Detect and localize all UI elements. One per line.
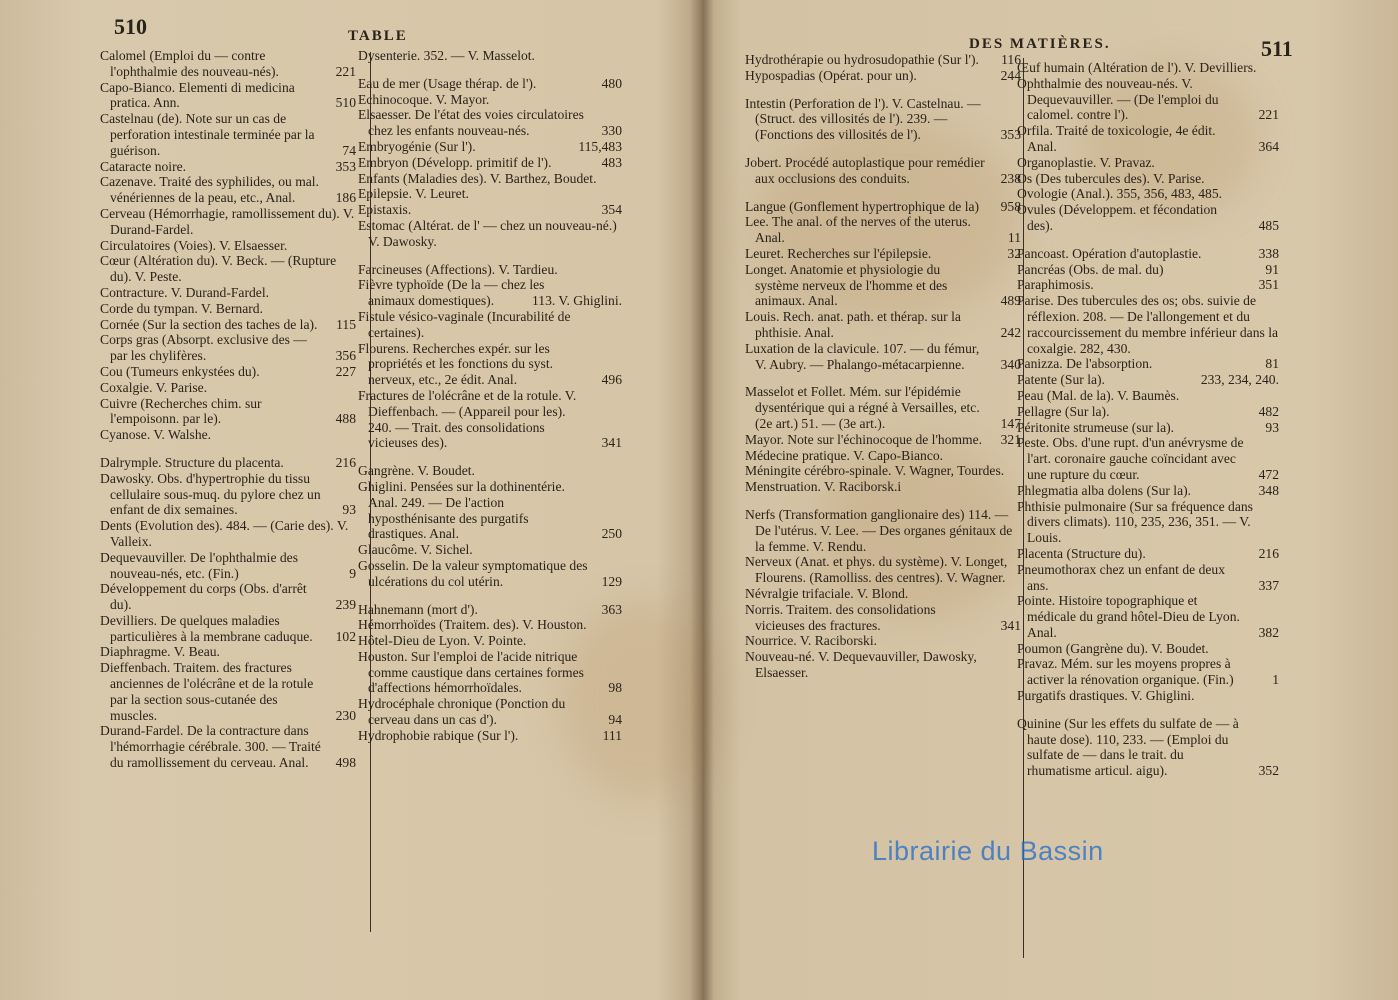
index-entry: [745, 479, 1021, 495]
page-number: 510: [114, 14, 147, 39]
entry-page-ref: 147: [1000, 415, 1021, 431]
entry-text: Pancréas (Obs. de mal. du): [1017, 261, 1164, 277]
index-entry: [100, 159, 356, 175]
index-entry: [100, 427, 356, 443]
entry-text: Os (Des tubercules des). V. Parise.: [1017, 170, 1205, 186]
index-entry: [745, 214, 1021, 246]
entry-text: Ovules (Développem. et fécondation des).: [1017, 202, 1218, 233]
index-entry: [358, 202, 622, 218]
entry-page-ref: 958: [1000, 198, 1021, 214]
entry-text: Nourrice. V. Raciborski.: [745, 633, 878, 649]
entry-text: Mayor. Note sur l'échinocoque de l'homme.: [745, 431, 983, 447]
entry-page-ref: 93: [342, 502, 356, 518]
entry-page-ref: 340: [1000, 356, 1021, 372]
index-entry: [100, 613, 356, 645]
entry-page-ref: 230: [335, 707, 356, 723]
entry-page-ref: 356: [335, 348, 356, 364]
entry-page-ref: 238: [1000, 170, 1021, 186]
index-entry: [745, 68, 1021, 84]
entry-page-ref: 250: [601, 526, 622, 542]
entry-text: Houston. Sur l'emploi de l'acide nitrique comme caustique dans certaines formes d'affections hémorrhoïdales.: [358, 648, 584, 696]
entry-page-ref: 129: [601, 573, 622, 589]
index-entry: [1017, 372, 1279, 388]
entry-page-ref: 11: [1007, 230, 1021, 246]
entry-text: Dequevauviller. De l'ophthalmie des nouveau-nés, etc. (Fin.): [100, 549, 298, 581]
entry-page-ref: 74: [342, 142, 356, 158]
index-entry: [358, 186, 622, 202]
index-entry: [358, 479, 622, 542]
entry-text: Pointe. Histoire topographique et médicale du grand hôtel-Dieu de Lyon. Anal.: [1017, 593, 1240, 640]
entry-text: Louis. Rech. anat. path. et thérap. sur la phthisie. Anal.: [745, 309, 961, 340]
index-entry: [745, 96, 1021, 143]
entry-page-ref: 216: [335, 454, 356, 470]
entry-page-ref: 510: [335, 95, 356, 111]
index-entry: [745, 649, 1021, 681]
entry-page-ref: 480: [601, 75, 622, 91]
entry-page-ref: 364: [1258, 138, 1279, 154]
entry-text: Elsaesser. De l'état des voies circulatoires chez les enfants nouveau-nés.: [358, 107, 584, 139]
index-entry: [100, 550, 356, 582]
entry-text: Nerveux (Anat. et phys. du système). V. Longet, Flourens. (Ramolliss. des centres). V. Wagner.: [745, 554, 1008, 586]
entry-text: Norris. Traitem. des consolidations vicieuses des fractures.: [745, 601, 936, 633]
entry-text: Ghiglini. Pensées sur la dothinentérie. Anal. 249. — De l'action hyposthénisante des purgatifs drastiques. Anal.: [358, 478, 565, 542]
index-column: [358, 48, 622, 744]
index-entry: [358, 277, 622, 309]
index-entry: [358, 262, 622, 278]
index-entry: [358, 309, 622, 341]
entry-text: Cœur (Altération du). V. Beck. — (Rupture du). V. Peste.: [100, 253, 337, 285]
entry-text: Organoplastie. V. Pravaz.: [1017, 154, 1155, 170]
entry-text: Embryon (Développ. primitif de l').: [358, 154, 552, 170]
entry-text: Coxalgie. V. Parise.: [100, 379, 208, 395]
entry-text: Cuivre (Recherches chim. sur l'empoisonn. par le).: [100, 395, 262, 427]
entry-page-ref: 242: [1000, 324, 1021, 340]
entry-text: Estomac (Altérat. de l' — chez un nouveau-né.) V. Dawosky.: [358, 217, 617, 249]
entry-text: Contracture. V. Durand-Fardel.: [100, 284, 269, 300]
index-entry: [100, 111, 356, 158]
entry-text: Pellagre (Sur la).: [1017, 403, 1110, 419]
index-entry: [358, 155, 622, 171]
entry-page-ref: 9: [349, 565, 356, 581]
entry-text: Quinine (Sur les effets du sulfate de — à haute dose). 110, 233. — (Emploi du sulfate de — dans le trait. du rhumatisme articul. aigu).: [1017, 715, 1239, 779]
index-entry: [100, 285, 356, 301]
entry-page-ref: 113. V. Ghiglini.: [531, 293, 622, 309]
index-entry: [1017, 155, 1279, 171]
entry-page-ref: 353: [335, 158, 356, 174]
index-entry: [358, 617, 622, 633]
index-entry: [358, 696, 622, 728]
index-entry: [1017, 593, 1279, 640]
index-entry: [100, 723, 356, 770]
index-entry: [100, 48, 356, 80]
entry-page-ref: 483: [601, 154, 622, 170]
entry-text: Patente (Sur la).: [1017, 372, 1105, 388]
index-entry: [100, 380, 356, 396]
entry-text: Placenta (Structure du).: [1017, 545, 1146, 561]
index-entry: [1017, 716, 1279, 779]
entry-text: Enfants (Maladies des). V. Barthez, Boudet.: [358, 170, 597, 186]
entry-text: Glaucôme. V. Sichel.: [358, 542, 473, 558]
entry-text: Pancoast. Opération d'autoplastie.: [1017, 245, 1202, 261]
entry-text: Embryogénie (Sur l').: [358, 138, 476, 154]
entry-text: Cyanose. V. Walshe.: [100, 427, 212, 443]
entry-page-ref: 330: [601, 123, 622, 139]
entry-text: Lee. The anal. of the nerves of the uterus. Anal.: [745, 214, 971, 246]
running-header: DES MATIÈRES.: [969, 36, 1111, 52]
index-entry: [358, 48, 622, 64]
entry-page-ref: 496: [601, 372, 622, 388]
index-entry: [745, 246, 1021, 262]
index-entry: [100, 80, 356, 112]
index-entry: [358, 463, 622, 479]
index-entry: [745, 507, 1021, 554]
index-entry: [1017, 435, 1279, 482]
index-entry: [358, 92, 622, 108]
index-entry: [1017, 656, 1279, 688]
page-number: 511: [1261, 36, 1293, 61]
index-entry: [1017, 562, 1279, 594]
index-entry: [1017, 388, 1279, 404]
index-entry: [745, 52, 1021, 68]
index-entry: [100, 581, 356, 613]
entry-page-ref: 244: [1000, 67, 1021, 83]
index-entry: [358, 139, 622, 155]
index-entry: [1017, 202, 1279, 234]
entry-text: Dieffenbach. Traitem. des fractures anciennes de l'olécrâne et de la rotule par la section sous-cutanée des muscles.: [100, 660, 314, 723]
index-entry: [358, 171, 622, 187]
index-entry: [358, 107, 622, 139]
entry-page-ref: 115,483: [578, 138, 622, 154]
entry-text: Longet. Anatomie et physiologie du système nerveux de l'homme et des animaux. Anal.: [745, 261, 948, 309]
entry-page-ref: 98: [608, 680, 622, 696]
entry-text: Intestin (Perforation de l'). V. Castelnau. — (Struct. des villosités de l'). 239. — (Fonctions des villosités de l').: [745, 95, 981, 143]
entry-text: Gangrène. V. Boudet.: [358, 463, 475, 479]
entry-text: Epilepsie. V. Leuret.: [358, 186, 469, 202]
entry-page-ref: 1: [1272, 672, 1279, 688]
entry-text: Nouveau-né. V. Dequevauviller, Dawosky, Elsaesser.: [745, 649, 977, 680]
index-entry: [1017, 499, 1279, 546]
index-entry: [745, 155, 1021, 187]
entry-page-ref: 337: [1258, 577, 1279, 593]
entry-page-ref: 472: [1258, 466, 1279, 482]
entry-page-ref: 382: [1258, 624, 1279, 640]
entry-text: Hôtel-Dieu de Lyon. V. Pointe.: [358, 633, 527, 649]
entry-text: Dysenterie. 352. — V. Masselot.: [358, 48, 535, 63]
index-entry: [100, 364, 356, 380]
entry-text: Luxation de la clavicule. 107. — du fémur, V. Aubry. — Phalango-métacarpienne.: [745, 340, 980, 372]
entry-page-ref: 239: [335, 597, 356, 613]
index-entry: [358, 542, 622, 558]
index-entry: [1017, 262, 1279, 278]
index-entry: [1017, 123, 1279, 155]
entry-text: Hémorrhoïdes (Traitem. des). V. Houston.: [358, 617, 587, 633]
entry-text: Nerfs (Transformation ganglionaire des) 114. — De l'utérus. V. Lee. — Des organes génitaux de la femme. V. Rendu.: [745, 506, 1013, 554]
entry-text: Jobert. Procédé autoplastique pour remédier aux occlusions des conduits.: [745, 154, 985, 186]
entry-text: Phthisie pulmonaire (Sur sa fréquence dans divers climats). 110, 235, 236, 351. — V. Louis.: [1017, 498, 1253, 546]
entry-text: Cornée (Sur la section des taches de la).: [100, 316, 318, 332]
entry-text: Pneumothorax chez un enfant de deux ans.: [1017, 561, 1225, 593]
entry-text: Farcineuses (Affections). V. Tardieu.: [358, 261, 558, 277]
entry-text: Calomel (Emploi du — contre l'ophthalmie des nouveau-nés).: [100, 48, 279, 79]
index-entry: [745, 341, 1021, 373]
entry-text: Durand-Fardel. De la contracture dans l'hémorrhagie cérébrale. 300. — Traité du ramollissement du cerveau. Anal.: [100, 723, 321, 771]
index-entry: [100, 660, 356, 723]
entry-text: Peau (Mal. de la). V. Baumès.: [1017, 387, 1180, 403]
entry-text: Castelnau (de). Note sur un cas de perforation intestinale terminée par la guérison.: [100, 111, 315, 158]
entry-page-ref: 352: [1258, 763, 1279, 779]
entry-text: Dalrymple. Structure du placenta.: [100, 454, 284, 470]
index-entry: [100, 174, 356, 206]
entry-text: Circulatoires (Voies). V. Elsaesser.: [100, 237, 288, 253]
entry-text: Devilliers. De quelques maladies particulières à la membrane caduque.: [100, 612, 313, 644]
index-entry: [745, 448, 1021, 464]
index-column: [1017, 60, 1279, 779]
watermark: Librairie du Bassin: [872, 836, 1104, 866]
index-entry: [358, 649, 622, 696]
entry-text: Corps gras (Absorpt. exclusive des — par les chylifères.: [100, 332, 307, 364]
entry-text: Cou (Tumeurs enkystées du).: [100, 363, 260, 379]
entry-page-ref: 221: [335, 63, 356, 79]
index-entry: [358, 76, 622, 92]
entry-page-ref: 111: [602, 727, 622, 743]
entry-page-ref: 488: [335, 411, 356, 427]
entry-text: Parise. Des tubercules des os; obs. suivie de réflexion. 208. — De l'allongement et du raccourcissement du membre inférieur dans la coxalgie. 282, 430.: [1017, 293, 1278, 356]
entry-text: Masselot et Follet. Mém. sur l'épidémie dysentérique qui a régné à Versailles, etc. (2e art.) 51. — (3e art.).: [745, 384, 980, 431]
index-entry: [100, 396, 356, 428]
entry-text: Fistule vésico-vaginale (Incurabilité de certaines).: [358, 308, 571, 340]
entry-text: Eau de mer (Usage thérap. de l').: [358, 75, 537, 91]
entry-text: Poumon (Gangrène du). V. Boudet.: [1017, 640, 1209, 656]
entry-page-ref: 32: [1007, 245, 1021, 261]
index-entry: [100, 471, 356, 518]
entry-text: Echinocoque. V. Mayor.: [358, 91, 490, 107]
index-entry: [100, 301, 356, 317]
entry-text: Leuret. Recherches sur l'épilepsie.: [745, 245, 932, 261]
index-entry: [358, 602, 622, 618]
entry-text: Hydrothérapie ou hydrosudopathie (Sur l').: [745, 52, 979, 67]
index-entry: [358, 728, 622, 744]
entry-page-ref: 94: [608, 712, 622, 728]
entry-text: Méningite cérébro-spinale. V. Wagner, Tourdes.: [745, 463, 1005, 479]
entry-page-ref: 227: [335, 363, 356, 379]
index-entry: [100, 455, 356, 471]
index-entry: [745, 602, 1021, 634]
entry-text: Diaphragme. V. Beau.: [100, 644, 220, 660]
entry-text: Cazenave. Traité des syphilides, ou mal. vénériennes de la peau, etc., Anal.: [100, 174, 319, 206]
entry-page-ref: 216: [1258, 545, 1279, 561]
entry-text: Paraphimosis.: [1017, 277, 1094, 293]
entry-text: Péritonite strumeuse (sur la).: [1017, 419, 1175, 435]
index-entry: [1017, 688, 1279, 704]
entry-text: Hypospadias (Opérat. pour un).: [745, 67, 917, 83]
entry-text: Pravaz. Mém. sur les moyens propres à activer la rénovation organique. (Fin.): [1017, 656, 1234, 688]
entry-text: Fièvre typhoïde (De la — chez les animaux domestiques).: [358, 277, 545, 309]
entry-page-ref: 482: [1258, 403, 1279, 419]
index-entry: [1017, 293, 1279, 356]
index-entry: [745, 554, 1021, 586]
index-entry: [745, 463, 1021, 479]
entry-text: Hydrocéphale chronique (Ponction du cerveau dans un cas d').: [358, 696, 566, 728]
entry-text: Peste. Obs. d'une rupt. d'un anévrysme de l'art. coronaire gauche coïncidant avec une rupture du cœur.: [1017, 435, 1244, 482]
entry-page-ref: 354: [601, 202, 622, 218]
index-entry: [745, 262, 1021, 309]
index-entry: [358, 388, 622, 451]
entry-page-ref: 341: [601, 435, 622, 451]
index-entry: [100, 518, 356, 550]
running-header: TABLE: [348, 28, 408, 44]
index-entry: [358, 558, 622, 590]
index-entry: [100, 253, 356, 285]
index-entry: [358, 341, 622, 388]
entry-page-ref: 351: [1258, 277, 1279, 293]
entry-page-ref: 348: [1258, 482, 1279, 498]
entry-text: Capo-Bianco. Elementi di medicina pratica. Ann.: [100, 79, 295, 111]
index-entry: [1017, 546, 1279, 562]
entry-page-ref: 341: [1000, 617, 1021, 633]
entry-page-ref: 115: [336, 316, 356, 332]
index-entry: [1017, 76, 1279, 123]
entry-text: Orfila. Traité de toxicologie, 4e édit. Anal.: [1017, 123, 1216, 154]
index-entry: [1017, 641, 1279, 657]
entry-text: Cataracte noire.: [100, 158, 187, 174]
entry-text: Panizza. De l'absorption.: [1017, 356, 1153, 372]
entry-text: Flourens. Recherches expér. sur les propriétés et les fonctions du syst. nerveux, etc., 2e édit. Anal.: [358, 340, 553, 388]
entry-page-ref: 91: [1265, 261, 1279, 277]
entry-text: Ophthalmie des nouveau-nés. V. Dequevauviller. — (De l'emploi du calomel. contre l').: [1017, 75, 1219, 123]
entry-page-ref: 321: [1000, 431, 1021, 447]
index-entry: [100, 332, 356, 364]
entry-text: Ovologie (Anal.). 355, 356, 483, 485.: [1017, 186, 1223, 202]
entry-text: Fractures de l'olécrâne et de la rotule. V. Dieffenbach. — (Appareil pour les). 240. — Trait. des consolidations vicieuses des).: [358, 387, 577, 451]
index-entry: [1017, 171, 1279, 187]
entry-page-ref: 338: [1258, 245, 1279, 261]
entry-text: Œuf humain (Altération de l'). V. Devilliers.: [1017, 60, 1257, 75]
index-entry: [1017, 277, 1279, 293]
entry-text: Epistaxis.: [358, 202, 412, 218]
index-entry: [100, 644, 356, 660]
index-entry: [100, 238, 356, 254]
entry-text: Névralgie trifaciale. V. Blond.: [745, 585, 909, 601]
entry-page-ref: 353: [1000, 127, 1021, 143]
entry-text: Hydrophobie rabique (Sur l').: [358, 727, 519, 743]
entry-page-ref: 81: [1265, 356, 1279, 372]
index-entry: [745, 586, 1021, 602]
entry-page-ref: 498: [335, 755, 356, 771]
entry-page-ref: 221: [1258, 107, 1279, 123]
entry-text: Menstruation. V. Raciborsk.i: [745, 479, 902, 495]
index-column: [100, 48, 356, 771]
entry-page-ref: 116: [1001, 52, 1021, 67]
index-entry: [1017, 186, 1279, 202]
entry-page-ref: 102: [335, 628, 356, 644]
entry-text: Gosselin. De la valeur symptomatique des ulcérations du col utérin.: [358, 557, 588, 589]
entry-page-ref: 233, 234, 240.: [1200, 372, 1279, 388]
entry-text: Langue (Gonflement hypertrophique de la): [745, 198, 980, 214]
index-entry: [1017, 246, 1279, 262]
index-entry: [745, 384, 1021, 431]
entry-text: Purgatifs drastiques. V. Ghiglini.: [1017, 688, 1195, 704]
entry-page-ref: 489: [1000, 293, 1021, 309]
entry-text: Hahnemann (mort d').: [358, 601, 478, 617]
index-entry: [745, 309, 1021, 341]
index-column: [745, 52, 1021, 681]
index-entry: [745, 633, 1021, 649]
entry-text: Dawosky. Obs. d'hypertrophie du tissu cellulaire sous-muq. du pylore chez un enfant de dix semaines.: [100, 470, 321, 518]
index-entry: [100, 317, 356, 333]
index-entry: [1017, 404, 1279, 420]
index-entry: [100, 206, 356, 238]
entry-page-ref: 186: [335, 190, 356, 206]
index-entry: [1017, 60, 1279, 76]
entry-page-ref: 363: [601, 601, 622, 617]
entry-page-ref: 485: [1258, 217, 1279, 233]
entry-text: Dents (Evolution des). 484. — (Carie des). V. Valleix.: [100, 518, 349, 549]
entry-text: Corde du tympan. V. Bernard.: [100, 300, 263, 316]
entry-text: Développement du corps (Obs. d'arrêt du).: [100, 581, 307, 613]
index-entry: [358, 218, 622, 250]
entry-text: Cerveau (Hémorrhagie, ramollissement du). V. Durand-Fardel.: [100, 205, 355, 237]
index-entry: [1017, 483, 1279, 499]
entry-text: Phlegmatia alba dolens (Sur la).: [1017, 482, 1192, 498]
entry-page-ref: 93: [1265, 419, 1279, 435]
index-entry: [745, 199, 1021, 215]
entry-text: Médecine pratique. V. Capo-Bianco.: [745, 447, 944, 463]
index-entry: [1017, 420, 1279, 436]
index-entry: [1017, 356, 1279, 372]
index-entry: [745, 432, 1021, 448]
index-entry: [358, 633, 622, 649]
